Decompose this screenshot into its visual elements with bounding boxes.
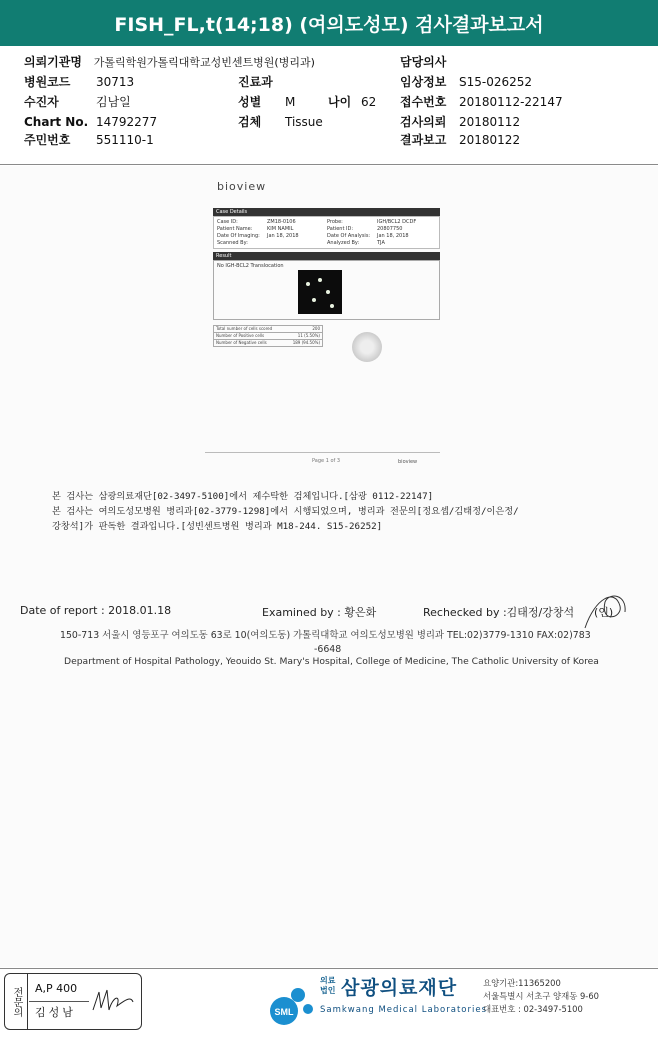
request-value: 20180112 <box>459 115 521 129</box>
care-code: 요양기관:11365200 <box>483 978 561 988</box>
case-field: KIM NAMIL <box>267 226 294 232</box>
case-field: Jan 18, 2018 <box>377 233 409 239</box>
statement-line-1: 본 검사는 삼광의료재단[02-3497-5100]에서 제수탁한 검체입니다.[삼광 0112-22147] <box>52 491 434 502</box>
doctor-label: 담당의사 <box>400 55 447 69</box>
department-line: Department of Hospital Pathology, Yeouido St. Mary's Hospital, College of Medicine, The Catholic University of Korea <box>64 656 599 667</box>
cell-count-row <box>213 333 323 340</box>
age-label: 나이 <box>328 95 352 109</box>
case-field: Patient Name: <box>217 226 253 232</box>
hospital-code-value: 30713 <box>96 75 135 89</box>
statement-line-2: 본 검사는 여의도성모병원 병리과[02-3779-1298]에서 시행되었으며, 병리과 전문의[정요셉/김태정/이은정/ <box>52 506 519 517</box>
case-field <box>267 240 327 246</box>
patient-label: 수진자 <box>24 95 59 109</box>
hospital-code-label: 병원코드 <box>24 75 71 89</box>
stamp-line-1: A,P 400 <box>35 982 78 995</box>
case-field: Analyzed By: <box>327 240 360 246</box>
report-value: 20180122 <box>459 133 521 147</box>
case-field: Probe: <box>327 219 343 225</box>
company-english-name: Samkwang Medical Laboratories <box>320 1005 488 1015</box>
cell-count-value: 189 (94.50%) <box>292 340 320 345</box>
case-field: Case ID: <box>217 219 238 225</box>
sex-label: 성별 <box>238 95 262 109</box>
cell-count-row <box>213 326 323 333</box>
case-field: Date Of Analysis: <box>327 233 371 239</box>
fish-image <box>298 270 342 314</box>
case-field: Date Of Imaging: <box>217 233 260 239</box>
examined-by: Examined by : 황은화 <box>262 606 377 619</box>
result-text: No IGH-BCL2 Translocation <box>217 263 284 269</box>
case-details-body <box>213 216 440 249</box>
sml-logo-text: SML <box>274 1007 294 1017</box>
chart-label: Chart No. <box>24 115 89 129</box>
cell-count-table <box>213 325 323 347</box>
cell-count-label: Total number of cells scored <box>216 326 273 331</box>
bioview-logo: bioview <box>217 180 267 193</box>
company-info <box>483 977 599 1016</box>
date-of-report: Date of report : 2018.01.18 <box>20 604 172 617</box>
clinical-info-value: S15-026252 <box>459 75 533 89</box>
clinical-info-label: 임상정보 <box>400 75 447 89</box>
sex-value: M <box>285 95 296 109</box>
receipt-label: 접수번호 <box>400 95 447 109</box>
patient-value: 김남일 <box>96 95 131 109</box>
case-field: ZM18-0106 <box>267 219 296 225</box>
stamp-divider <box>29 1001 89 1002</box>
case-field: Patient ID: <box>327 226 354 232</box>
company-phone: 대표번호 : 02-3497-5100 <box>483 1004 583 1014</box>
report-title: FISH_FL,t(14;18) (여의도성모) 검사결과보고서 <box>0 0 658 46</box>
cell-count-label: Number of Positive cells <box>216 333 265 338</box>
sml-logo-icon <box>268 985 316 1027</box>
stamp-signature <box>91 986 135 1016</box>
statement-block <box>52 489 612 534</box>
bioview-footer-logo: bioview <box>398 459 418 465</box>
case-field: Scanned By: <box>217 240 248 246</box>
requesting-org-row <box>24 52 315 72</box>
divider-bottom <box>0 968 658 969</box>
id-value: 551110-1 <box>96 133 154 147</box>
address-block <box>60 629 591 657</box>
report-label: 결과보고 <box>400 133 447 147</box>
company-address: 서울특별시 서초구 양재동 9-60 <box>483 991 599 1001</box>
specimen-value: Tissue <box>285 115 323 129</box>
divider-top <box>0 164 658 165</box>
requesting-org-label: 의뢰기관명 <box>24 55 82 69</box>
dept-label: 진료과 <box>238 75 273 89</box>
seal-mark: (인) <box>594 606 614 619</box>
case-field: IGH/BCL2 DCDF <box>377 219 417 225</box>
address-line-2: -6648 <box>314 644 342 655</box>
cell-count-row <box>213 340 323 347</box>
address-line-1: 150-713 서울시 영등포구 여의도동 63로 10(여의도동) 가톨릭대학교 여의도성모병원 병리과 TEL:02)3779-1310 FAX:02)783 <box>60 630 591 641</box>
rechecked-by: Rechecked by :김태정/강창석 <box>423 606 575 619</box>
stamp-line-2: 김성남 <box>35 1006 76 1019</box>
result-header: Result <box>213 252 440 260</box>
specimen-label: 검체 <box>238 115 262 129</box>
case-field: Jan 18, 2018 <box>267 233 299 239</box>
hospital-seal-mark <box>352 332 382 362</box>
case-field: TJA <box>377 240 385 246</box>
case-details-grid <box>214 217 439 248</box>
corp-prefix: 의료법인 <box>320 976 336 995</box>
chart-value: 14792277 <box>96 115 158 129</box>
statement-line-3: 강창석]가 판독한 결과입니다.[성빈센트병원 병리과 M18-244. S15-26252] <box>52 521 383 532</box>
cell-count-label: Number of Negative cells <box>216 340 267 345</box>
page-number: Page 1 of 3 <box>312 458 341 464</box>
id-label: 주민번호 <box>24 133 71 147</box>
company-name: 삼광의료재단 <box>341 977 458 999</box>
age-value: 62 <box>361 95 377 109</box>
stamp-side-label: 전문의 <box>5 974 28 1029</box>
case-field: 20807750 <box>377 226 403 232</box>
receipt-value: 20180112-22147 <box>459 95 563 109</box>
cell-count-value: 200 <box>312 326 320 331</box>
request-label: 검사의뢰 <box>400 115 447 129</box>
requesting-org-value: 가톨릭학원가톨릭대학교성빈센트병원(병리과) <box>93 56 315 69</box>
case-details-header: Case Details <box>213 208 440 216</box>
page-footer-line <box>205 452 440 453</box>
cell-count-value: 11 (5.50%) <box>297 333 320 338</box>
specialist-stamp <box>4 973 142 1030</box>
